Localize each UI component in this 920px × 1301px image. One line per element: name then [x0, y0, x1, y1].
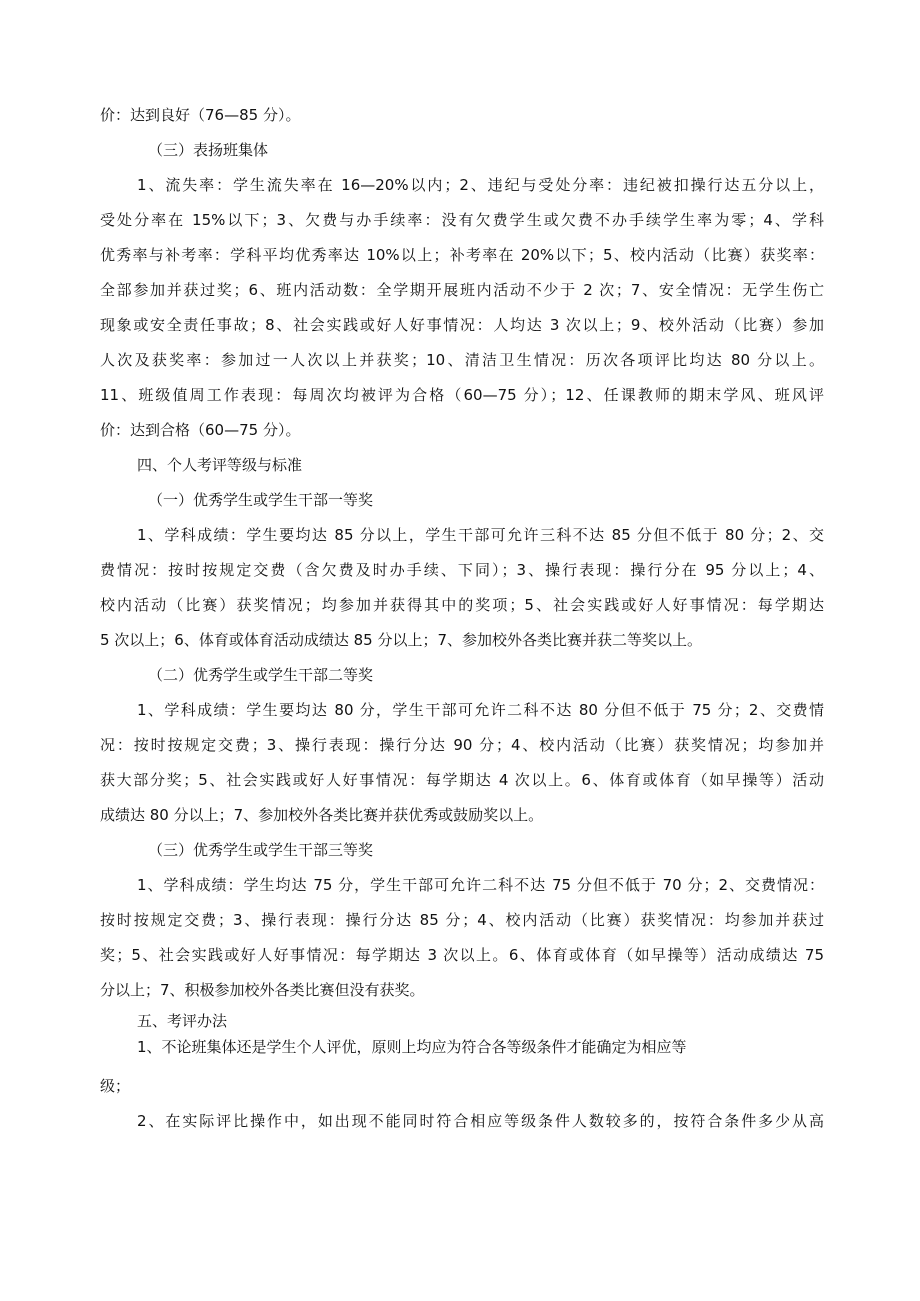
- text-line: 全部参加并获过奖；6、班内活动数：全学期开展班内活动不少于 2 次；7、安全情况：无学生伤亡: [100, 281, 824, 299]
- text-line: 按时按规定交费；3、操行表现：操行分达 85 分；4、校内活动（比赛）获奖情况：均参加并获过: [100, 911, 824, 929]
- text-line: 分以上；7、积极参加校外各类比赛但没有获奖。: [100, 981, 425, 999]
- text-line: 5 次以上；6、体育或体育活动成绩达 85 分以上；7、参加校外各类比赛并获二等奖以上。: [100, 631, 703, 649]
- text-line: 2、在实际评比操作中，如出现不能同时符合相应等级条件人数较多的，按符合条件多少从高: [137, 1112, 824, 1130]
- text-line: 1、学科成绩：学生均达 75 分，学生干部可允许二科不达 75 分但不低于 70 分；2、交费情况：: [137, 876, 824, 894]
- text-line: 1、学科成绩：学生要均达 85 分以上，学生干部可允许三科不达 85 分但不低于 80 分；2、交: [137, 526, 824, 544]
- text-line: 1、流失率：学生流失率在 16—20%以内；2、违纪与受处分率：违纪被扣操行达五分以上，: [137, 176, 824, 194]
- text-line: 校内活动（比赛）获奖情况；均参加并获得其中的奖项；5、社会实践或好人好事情况：每学期达: [100, 596, 824, 614]
- text-line: 成绩达 80 分以上；7、参加校外各类比赛并获优秀或鼓励奖以上。: [100, 806, 544, 824]
- text-line: 获大部分奖；5、社会实践或好人好事情况：每学期达 4 次以上。6、体育或体育（如早操等）活动: [100, 771, 824, 789]
- text-line: 现象或安全责任事故；8、社会实践或好人好事情况：人均达 3 次以上；9、校外活动（比赛）参加: [100, 316, 824, 334]
- text-line: 价：达到良好（76—85 分）。: [100, 106, 301, 124]
- text-line: 四、个人考评等级与标准: [137, 456, 303, 474]
- text-line: （三）优秀学生或学生干部三等奖: [148, 841, 374, 859]
- text-line: 1、学科成绩：学生要均达 80 分，学生干部可允许二科不达 80 分但不低于 75 分；2、交费情: [137, 701, 824, 719]
- text-line: 奖；5、社会实践或好人好事情况：每学期达 3 次以上。6、体育或体育（如早操等）活动成绩达 75: [100, 946, 824, 964]
- text-line: 价：达到合格（60—75 分）。: [100, 421, 301, 439]
- text-line: 费情况：按时按规定交费（含欠费及时办手续、下同）；3、操行表现：操行分在 95 分以上；4、: [100, 561, 824, 579]
- document-body: [100, 98, 824, 1139]
- text-line: 人次及获奖率：参加过一人次以上并获奖；10、清洁卫生情况：历次各项评比均达 80 分以上。: [100, 351, 824, 369]
- text-line: 五、考评办法: [137, 1012, 228, 1030]
- text-line: 11、班级值周工作表现：每周次均被评为合格（60—75 分）；12、任课教师的期末学风、班风评: [100, 386, 824, 404]
- text-line: 优秀率与补考率：学科平均优秀率达 10%以上；补考率在 20%以下；5、校内活动（比赛）获奖率：: [100, 246, 824, 264]
- text-line: 受处分率在 15%以下；3、欠费与办手续率：没有欠费学生或欠费不办手续学生率为零；4、学科: [100, 211, 824, 229]
- text-line: （一）优秀学生或学生干部一等奖: [148, 491, 374, 509]
- text-line: 况：按时按规定交费；3、操行表现：操行分达 90 分；4、校内活动（比赛）获奖情况；均参加并: [100, 736, 824, 754]
- text-line: （二）优秀学生或学生干部二等奖: [148, 666, 374, 684]
- text-line: （三）表扬班集体: [148, 141, 269, 159]
- text-line: 级；: [100, 1077, 131, 1095]
- text-line: 1、不论班集体还是学生个人评优，原则上均应为符合各等级条件才能确定为相应等: [137, 1038, 687, 1056]
